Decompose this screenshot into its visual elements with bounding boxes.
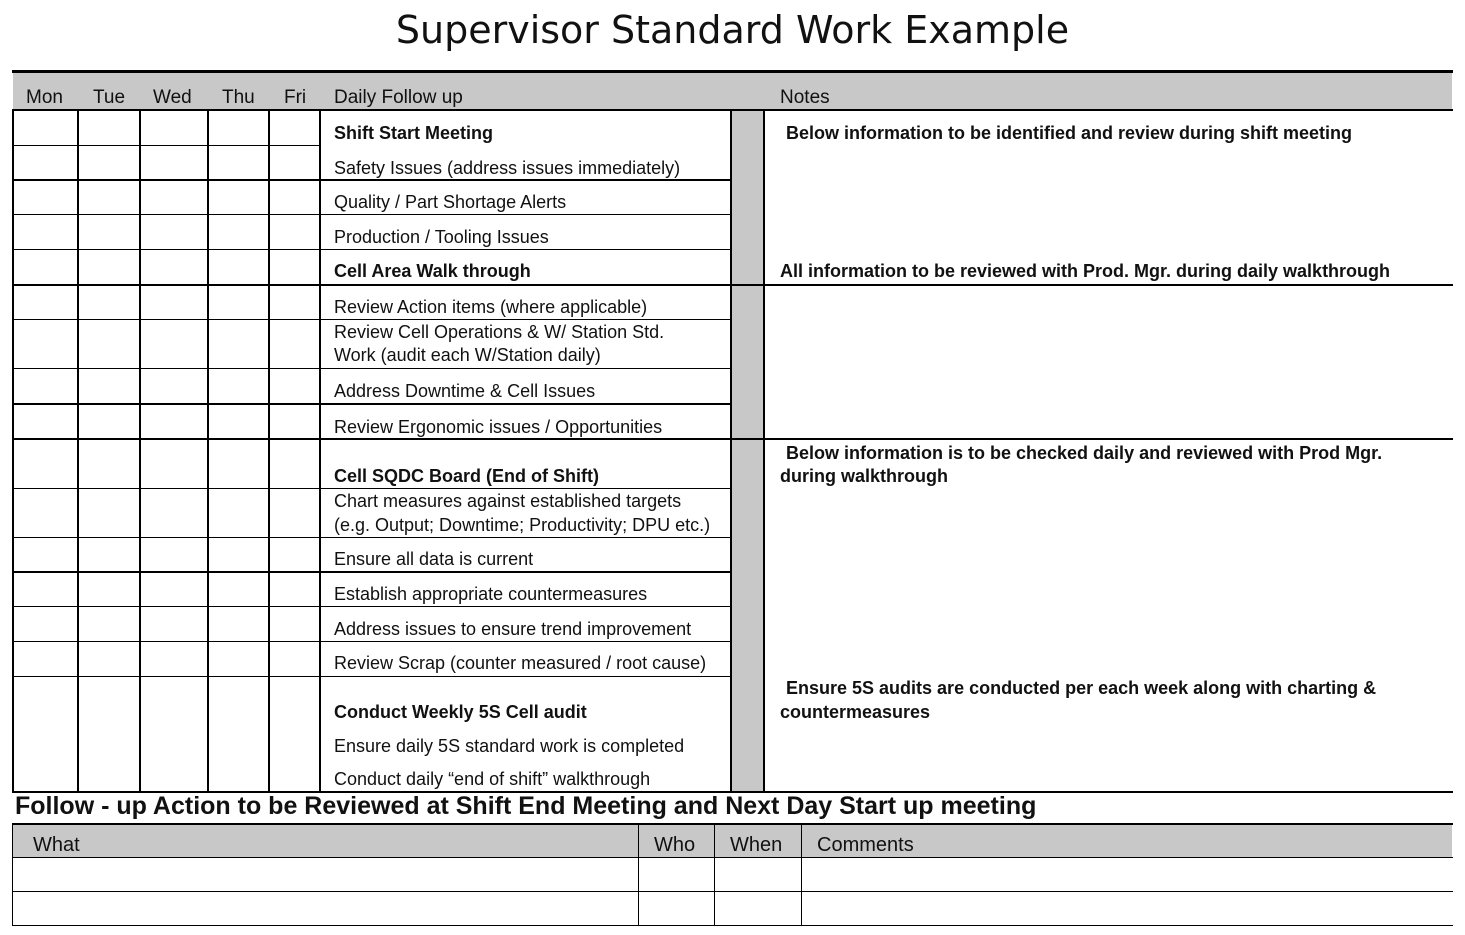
col-line	[319, 110, 321, 792]
header-fri: Fri	[284, 87, 307, 108]
col-line	[139, 110, 141, 792]
col-line	[763, 110, 765, 792]
row-line	[12, 641, 732, 642]
table-top-border	[12, 70, 1453, 73]
header-mon: Mon	[26, 87, 63, 108]
item-shift-start-meeting: Shift Start Meeting	[334, 123, 494, 143]
col-line	[207, 110, 209, 792]
item-review-action-items: Review Action items (where applicable)	[334, 297, 648, 317]
item-establish-countermeasures: Establish appropriate countermeasures	[334, 584, 648, 604]
header-bottom-border	[12, 109, 1453, 111]
row-line	[12, 145, 320, 146]
follow-up-col-line	[12, 823, 13, 926]
row-line	[12, 214, 732, 215]
note-checked-daily-line1: Below information is to be checked daily and reviewed with Prod Mgr.	[786, 443, 1383, 463]
item-review-cell-ops-line2: Work (audit each W/Station daily)	[334, 345, 601, 365]
follow-up-col-line	[801, 823, 802, 926]
header-thu: Thu	[222, 87, 255, 108]
item-address-trend: Address issues to ensure trend improvement	[334, 619, 692, 639]
item-chart-measures-line2: (e.g. Output; Downtime; Productivity; DPU etc.)	[334, 515, 711, 535]
item-cell-area-walk: Cell Area Walk through	[334, 261, 531, 281]
item-ensure-data-current: Ensure all data is current	[334, 549, 534, 569]
follow-up-col-when: When	[730, 834, 783, 856]
follow-up-row-line	[12, 925, 1453, 926]
col-line	[730, 110, 732, 792]
item-end-of-shift-walkthrough: Conduct daily “end of shift” walkthrough	[334, 769, 651, 789]
header-wed: Wed	[153, 87, 192, 108]
section-line	[12, 438, 1453, 440]
item-address-downtime: Address Downtime & Cell Issues	[334, 381, 596, 401]
row-line	[12, 488, 732, 489]
item-production-tooling: Production / Tooling Issues	[334, 227, 549, 247]
header-daily-follow-up: Daily Follow up	[334, 87, 463, 108]
row-line	[12, 537, 732, 538]
row-line	[12, 249, 732, 250]
item-weekly-5s-audit: Conduct Weekly 5S Cell audit	[334, 702, 587, 722]
item-review-scrap: Review Scrap (counter measured / root cause)	[334, 653, 707, 673]
page-title: Supervisor Standard Work Example	[395, 8, 1070, 52]
item-chart-measures-line1: Chart measures against established targets	[334, 491, 682, 511]
item-safety-issues: Safety Issues (address issues immediately)	[334, 158, 681, 178]
header-tue: Tue	[93, 87, 126, 108]
header-notes: Notes	[780, 87, 830, 108]
row-line	[12, 368, 732, 369]
col-line	[12, 110, 14, 792]
note-checked-daily-line2: during walkthrough	[780, 466, 948, 486]
item-review-ergonomic: Review Ergonomic issues / Opportunities	[334, 417, 663, 437]
section-line	[12, 284, 1453, 286]
note-5s-audits-line2: countermeasures	[780, 702, 931, 722]
row-line	[12, 319, 732, 320]
row-line	[12, 403, 732, 405]
item-cell-sqdc-board: Cell SQDC Board (End of Shift)	[334, 466, 599, 486]
follow-up-col-line	[714, 823, 715, 926]
follow-up-col-comments: Comments	[817, 834, 914, 856]
note-shift-meeting: Below information to be identified and review during shift meeting	[786, 123, 1353, 143]
follow-up-col-what: What	[33, 834, 80, 856]
note-5s-audits-line1: Ensure 5S audits are conducted per each week along with charting &	[786, 678, 1377, 698]
grey-separator-column	[731, 110, 764, 792]
follow-up-row-line	[12, 891, 1453, 892]
follow-up-top-border	[12, 823, 1453, 825]
row-line	[12, 676, 732, 677]
follow-up-col-line	[638, 823, 639, 926]
row-line	[12, 606, 732, 607]
note-walkthrough: All information to be reviewed with Prod. Mgr. during daily walkthrough	[780, 261, 1391, 281]
follow-up-heading: Follow - up Action to be Reviewed at Shift End Meeting and Next Day Start up meeting	[15, 792, 1037, 820]
col-line	[268, 110, 270, 792]
follow-up-col-who: Who	[654, 834, 696, 856]
follow-up-row-line	[12, 857, 1453, 858]
col-line	[77, 110, 79, 792]
row-line	[12, 571, 732, 573]
item-quality-alerts: Quality / Part Shortage Alerts	[334, 192, 567, 212]
item-review-cell-ops-line1: Review Cell Operations & W/ Station Std.	[334, 322, 665, 342]
item-daily-5s: Ensure daily 5S standard work is completed	[334, 736, 685, 756]
